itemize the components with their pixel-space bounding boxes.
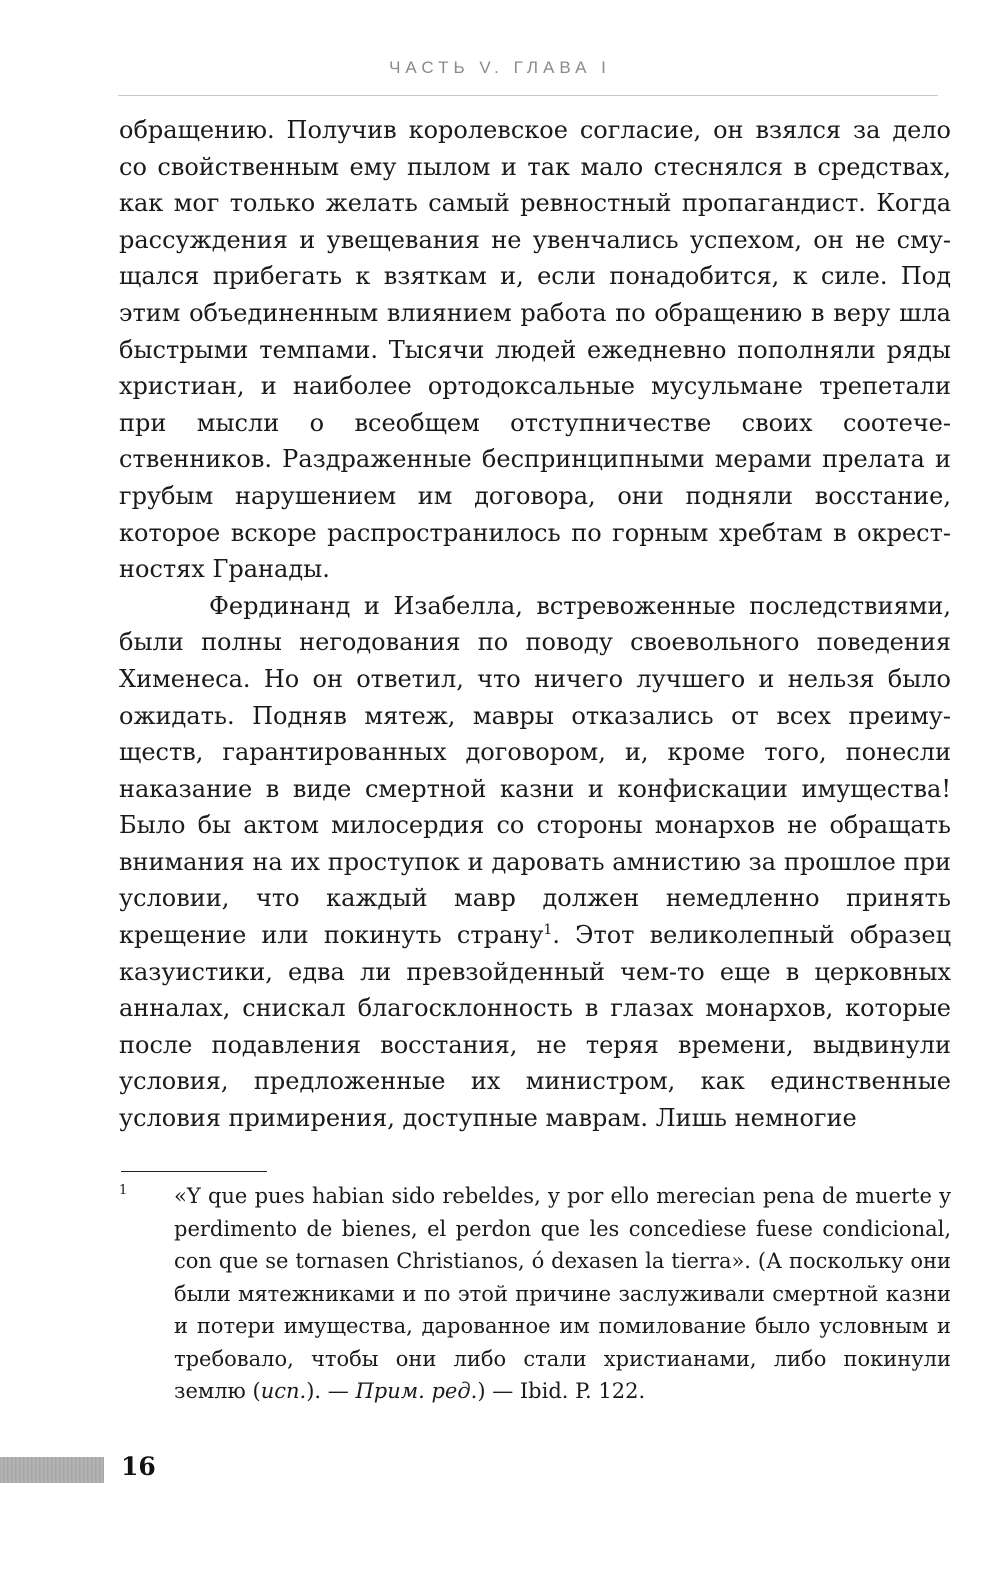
paragraph bbox=[119, 112, 951, 588]
footnote-italic: Прим. ред. bbox=[355, 1379, 478, 1403]
paragraph-text: обращению. Получив королевское согласие, он взялся за дело со свойственным ему пылом и так мало стеснялся в средствах, как мог только желать самый ревностный пропагандист. Когда рассуждения и увещевания не увенчались успехом, он не смущался прибегать к взяткам и, если понадобится, к силе. Под этим объединенным влиянием работа по обращению в веру шла быстрыми темпами. Тысячи людей ежедневно пополняли ряды христиан, и наиболее ортодоксальные мусульмане трепетали при мысли о всеобщем отступничестве своих соотечественников. Раздраженные беспринципными мерами прелата и грубым нарушением им договора, они подняли восстание, которое вскоре распространилось по горным хребтам в окрестностях Гранады. bbox=[119, 116, 951, 584]
page-number: 16 bbox=[121, 1452, 156, 1481]
footnote-text bbox=[174, 1180, 951, 1408]
footnote-divider bbox=[121, 1171, 267, 1172]
footnote-text-part: ) — Ibid. P. 122. bbox=[477, 1379, 646, 1403]
footnote-reference[interactable]: 1 bbox=[543, 922, 553, 939]
paragraph bbox=[119, 588, 951, 1137]
paragraph-text: Фердинанд и Изабелла, встревоженные последствиями, были полны негодования по поводу своевольного поведения Хименеса. Но он ответил, что ничего лучшего и нельзя было ожидать. Подняв мятеж, мавры отказались от всех преимуществ, гарантированных договором, и, кроме того, понесли наказание в виде смертной казни и конфискации имущества! Было бы актом милосердия со стороны монархов не обращать внимания на их проступок и даровать амнистию за прошлое при условии, что каждый мавр должен немедленно принять крещение или покинуть страну bbox=[119, 591, 951, 950]
footnote-italic: исп. bbox=[260, 1379, 307, 1403]
footnote-number: 1 bbox=[119, 1183, 128, 1198]
footnote-text-part: «Y que pues habian sido rebeldes, y por ello merecian pena de muerte y perdimento de bienes, el perdon que les concediese fuese condicional, con que se tornasen Christianos, ó dexasen la tierra». (А поскольку они были мятежниками и по этой причине заслуживали смертной казни и потери имущества, дарованное им помилование было условным и требовало, чтобы они либо стали христианами, либо покинули землю ( bbox=[174, 1184, 951, 1403]
paragraph-text: . Этот великолепный образец казуистики, едва ли превзойденный чем-то еще в церковных анналах, снискал благосклонность в глазах монархов, которые после подавления восстания, не теряя времени, выдвинули условия, предложенные их министром, как единственные условия примирения, доступные маврам. Лишь немногие bbox=[119, 921, 952, 1133]
footnote-text-part: ). — bbox=[306, 1379, 356, 1403]
main-text bbox=[119, 112, 951, 1137]
page-number-bar bbox=[0, 1457, 104, 1483]
header-divider bbox=[118, 95, 938, 96]
running-head: ЧАСТЬ V. ГЛАВА I bbox=[389, 58, 611, 77]
footnote bbox=[119, 1180, 951, 1408]
